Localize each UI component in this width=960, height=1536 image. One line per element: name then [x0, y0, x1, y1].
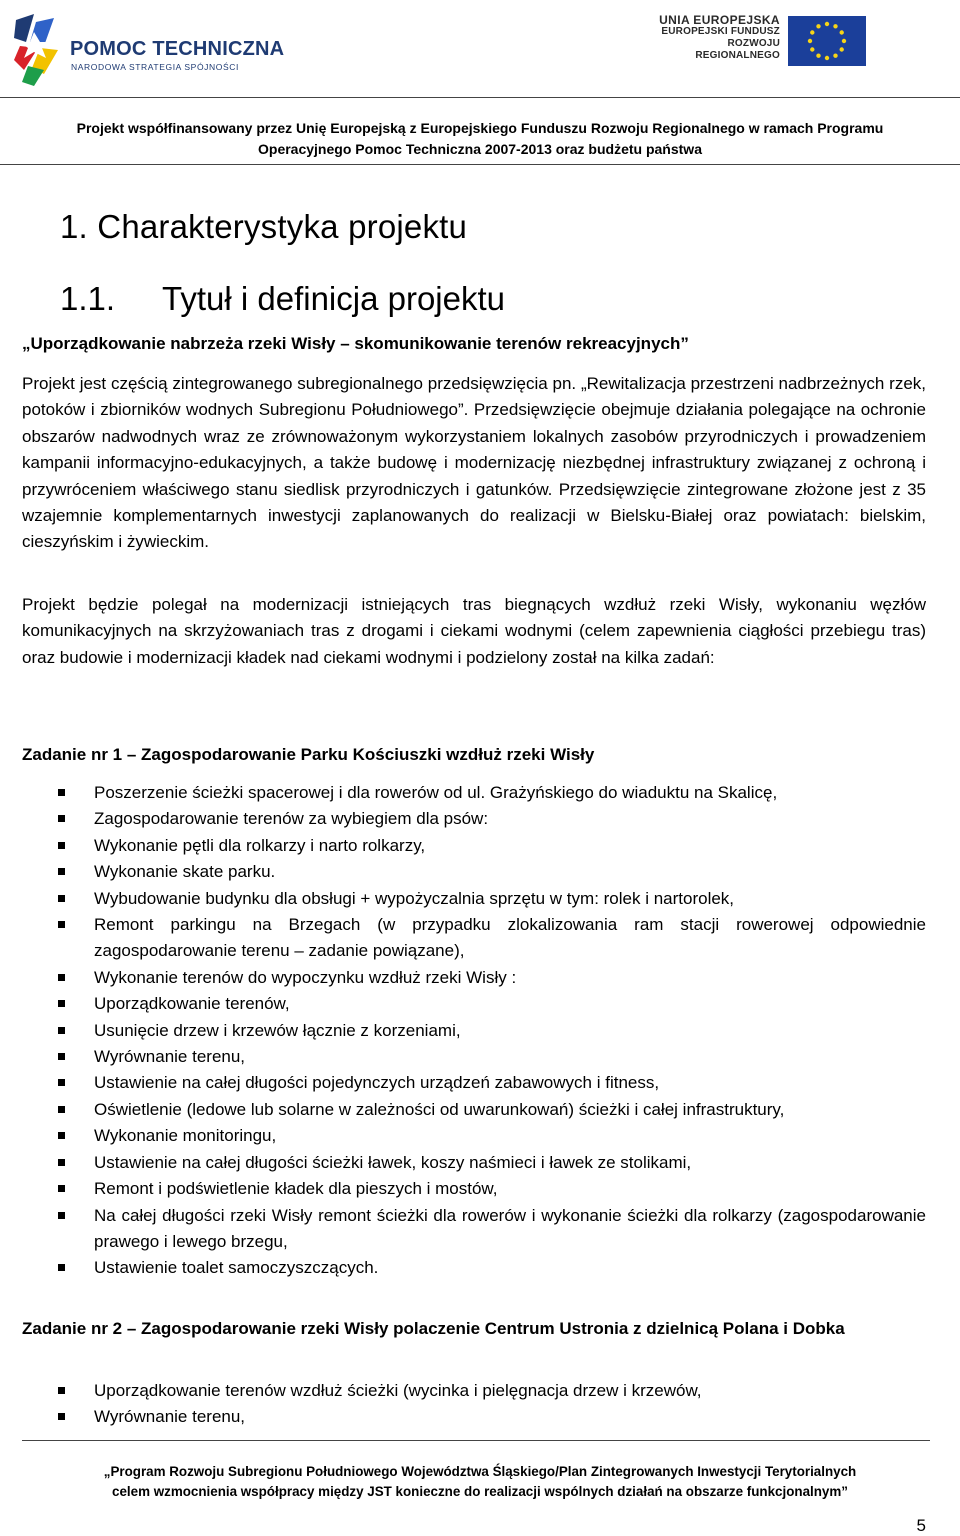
page-number: 5: [916, 1516, 926, 1535]
list-item: Poszerzenie ścieżki spacerowej i dla rowerów od ul. Grażyńskiego do wiaduktu na Skalicę,: [22, 780, 926, 806]
footer-rule: [22, 1440, 930, 1441]
task1-title: Zadanie nr 1 – Zagospodarowanie Parku Kościuszki wzdłuż rzeki Wisły: [22, 745, 595, 764]
eu-line3: ROZWOJU REGIONALNEGO: [695, 38, 780, 61]
list-item: Remont parkingu na Brzegach (w przypadku zlokalizowania ram stacji rowerowej odpowiednie zagospodarowanie terenu – zadanie powiązane),: [22, 912, 926, 965]
page-footer: [0, 1462, 960, 1502]
pomoc-techniczna-logo: [14, 12, 285, 88]
task2-title: Zadanie nr 2 – Zagospodarowanie rzeki Wisły polaczenie Centrum Ustronia z dzielnicą Polana i Dobka: [22, 1319, 845, 1338]
eu-line1: UNIA EUROPEJSKA: [659, 13, 780, 27]
header-rule: [0, 97, 960, 98]
page-header: [0, 0, 960, 96]
eu-line2: EUROPEJSKI FUNDUSZ: [661, 26, 780, 37]
list-item: Oświetlenie (ledowe lub solarne w zależności od uwarunkowań) ścieżki i całej infrastruktury,: [22, 1097, 926, 1123]
subsection-heading: [60, 280, 505, 318]
funding-statement: [0, 118, 960, 160]
footer-line-1: „Program Rozwoju Subregionu Południowego Województwa Śląskiego/Plan Zintegrowanych Inwestycji Terytorialnych: [103, 1464, 857, 1479]
list-item: Wykonanie terenów do wypoczynku wzdłuż rzeki Wisły :: [22, 965, 926, 991]
list-item: Wyrównanie terenu,: [22, 1404, 926, 1430]
footer-line-2: celem wzmocnienia współpracy między JST konieczne do realizacji wspólnych działań na obszarze funkcjonalnym”: [112, 1484, 848, 1499]
funding-line-1: Projekt współfinansowany przez Unię Europejską z Europejskiego Funduszu Rozwoju Regionalnego w ramach Programu: [76, 120, 884, 136]
funding-line-2: Operacyjnego Pomoc Techniczna 2007-2013 oraz budżetu państwa: [258, 141, 702, 157]
task2-list: [22, 1378, 926, 1431]
list-item: Wykonanie pętli dla rolkarzy i narto rolkarzy,: [22, 833, 926, 859]
logo-subtitle: NARODOWA STRATEGIA SPÓJNOŚCI: [71, 62, 239, 72]
eu-flag-icon: [788, 16, 866, 66]
list-item: Ustawienie toalet samoczyszczących.: [22, 1255, 926, 1281]
section-heading: 1. Charakterystyka projektu: [60, 208, 468, 245]
paragraph-scope: Projekt będzie polegał na modernizacji istniejących tras biegnących wzdłuż rzeki Wisły, wykonaniu węzłów komunikacyjnych na skrzyżowaniach tras z drogami i ciekami wodnymi (celem zapewnienia ciągłości przebiegu tras) oraz budowie i modernizacji kładek nad ciekami wodnymi i podzielony został na kilka zadań:: [22, 595, 926, 667]
task1-list: [22, 780, 926, 1282]
list-item: Uporządkowanie terenów,: [22, 991, 926, 1017]
list-item: Uporządkowanie terenów wzdłuż ścieżki (wycinka i pielęgnacja drzew i krzewów,: [22, 1378, 926, 1404]
subsection-number: 1.1.: [60, 280, 116, 317]
list-item: Wykonanie skate parku.: [22, 859, 926, 885]
eu-logo: [654, 14, 914, 70]
pomoc-techniczna-star-logo-icon: [14, 12, 70, 88]
list-item: Remont i podświetlenie kładek dla pieszych i mostów,: [22, 1176, 926, 1202]
list-item: Ustawienie na całej długości ścieżki ławek, koszy naśmieci i ławek ze stolikami,: [22, 1150, 926, 1176]
paragraph-description: Projekt jest częścią zintegrowanego subregionalnego przedsięwzięcia pn. „Rewitalizacja przestrzeni nadbrzeżnych rzek, potoków i zbiorników wodnych Subregionu Południowego”. Przedsięwzięcie obejmuje działania polegające na ochronie obszarów nadwodnych wraz ze zrównoważonym wykorzystaniem lokalnych zasobów przyrodniczych i prowadzeniem kampanii informacyjno-edukacyjnych, a także budowę i modernizację niezbędnej infrastruktury związanej z ochroną i przywróceniem właściwego stanu siedlisk przyrodniczych i gatunków. Przedsięwzięcie zintegrowane złożone jest z 35 wzajemnie komplementarnych inwestycji zaplanowanych do realizacji w Bielsku-Białej oraz powiatach: bielskim, cieszyńskim i żywieckim.: [22, 374, 926, 552]
subsection-title: Tytuł i definicja projektu: [162, 280, 506, 317]
list-item: Wybudowanie budynku dla obsługi + wypożyczalnia sprzętu w tym: rolek i nartorolek,: [22, 886, 926, 912]
list-item: Na całej długości rzeki Wisły remont ścieżki dla rowerów i wykonanie ścieżki dla rolkarzy (zagospodarowanie prawego i lewego brzegu,: [22, 1203, 926, 1256]
funding-rule: [0, 164, 960, 165]
list-item: Zagospodarowanie terenów za wybiegiem dla psów:: [22, 806, 926, 832]
list-item: Ustawienie na całej długości pojedynczych urządzeń zabawowych i fitness,: [22, 1070, 926, 1096]
logo-title: POMOC TECHNICZNA: [70, 38, 285, 60]
list-item: Usunięcie drzew i krzewów łącznie z korzeniami,: [22, 1018, 926, 1044]
list-item: Wyrównanie terenu,: [22, 1044, 926, 1070]
project-title: „Uporządkowanie nabrzeża rzeki Wisły – skomunikowanie terenów rekreacyjnych”: [22, 334, 689, 353]
list-item: Wykonanie monitoringu,: [22, 1123, 926, 1149]
eu-logo-text: [654, 14, 780, 62]
